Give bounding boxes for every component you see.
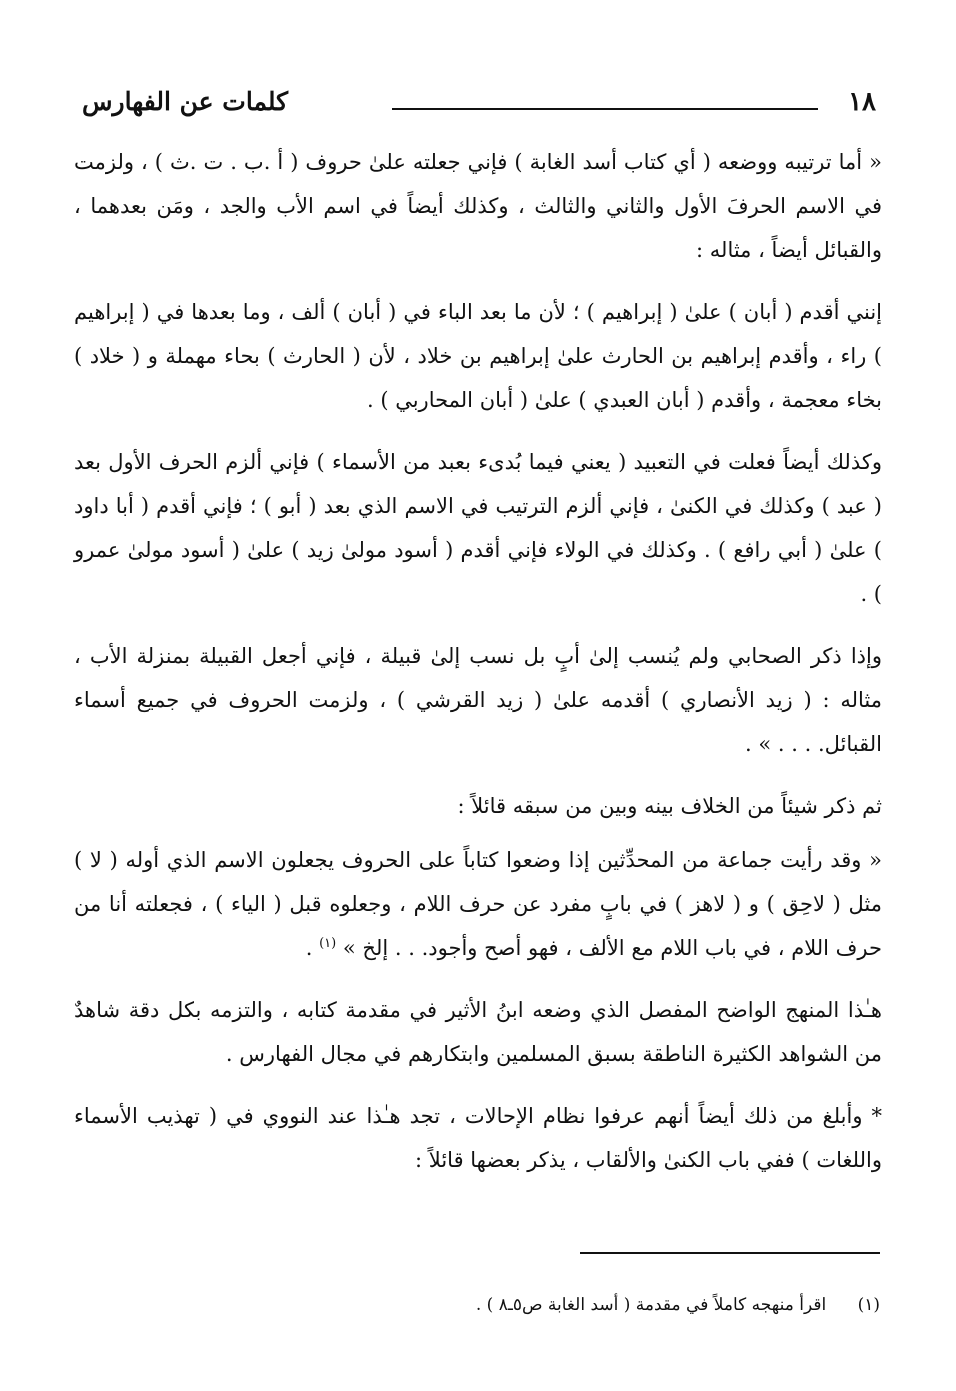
paragraph-7: هـٰذا المنهج الواضح المفصل الذي وضعه ابنُ الأثير في مقدمة كتابه ، والتزمه بكل دقة شاهدٌ من الشواهد الكثيرة الناطقة بسبق المسلمين وابتكارهم في مجال الفهارس . bbox=[74, 998, 882, 1066]
paragraph-6 bbox=[74, 838, 882, 970]
paragraph-2: إنني أقدم ( أبان ) علىٰ ( إبراهيم ) ؛ لأن ما بعد الباء في ( أبان ) ألف ، وما بعدها في ( إبراهيم ) راء ، وأقدم إبراهيم بن الحارث علىٰ إبراهيم بن خلاد ، لأن ( الحارث ) بحاء مهملة و ( خلاد ) بخاء معجمة ، وأقدم ( أبان العبدي ) علىٰ ( أبان المحاربي ) . bbox=[74, 300, 882, 412]
footnote-reference: (١) bbox=[319, 936, 337, 951]
footnote-rule bbox=[580, 1252, 880, 1254]
paragraph-6-text: « وقد رأيت جماعة من المحدِّثين إذا وضعوا كتاباً على الحروف يجعلون الاسم الذي أوله ( لا ) مثل ( لاحِق ) و ( لاهز ) في بابٍ مفرد عن حرف اللام ، وجعلوه قبل ( الياء ) ، فجعلته أنا من حرف اللام ، في باب اللام مع الألف ، فهو أصح وأجود. . . إلخ » bbox=[74, 848, 882, 960]
footnote-number: (١) bbox=[857, 1295, 880, 1315]
paragraph-6-end: . bbox=[305, 936, 320, 960]
footnote bbox=[80, 1290, 880, 1320]
paragraph-3: وكذلك أيضاً فعلت في التعبيد ( يعني فيما بُدىء بعبد من الأسماء ) فإني ألزم الحرف الأول بعد ( عبد ) وكذلك في الكنىٰ ، فإني ألزم الترتيب في الاسم الذي بعد ( أبو ) ؛ فإني أقدم ( أبا داود ) علىٰ ( أبي رافع ) . وكذلك في الولاء فإني أقدم ( أسود مولىٰ زيد ) علىٰ ( أسود مولىٰ عمرو ) . bbox=[74, 450, 882, 606]
footnote-text: اقرأ منهجه كاملاً في مقدمة ( أسد الغابة ص٥ـ٨ ) . bbox=[475, 1295, 827, 1315]
paragraph-5: ثم ذكر شيئاً من الخلاف بينه وبين من سبقه قائلاً : bbox=[457, 794, 882, 818]
running-title: كلمات عن الفهارس bbox=[82, 87, 289, 116]
page-header bbox=[82, 82, 880, 122]
paragraph-1: « أما ترتيبه ووضعه ( أي كتاب أسد الغابة ) فإني جعلته علىٰ حروف ( أ .ب . ت .ث ) ، ولزمت في الاسم الحرفَ الأول والثاني والثالث ، وكذلك أيضاً في اسم الأب والجد ، ومَن بعدهما ، والقبائل أيضاً ، مثاله : bbox=[74, 150, 882, 262]
page-number: ١٨ bbox=[848, 87, 876, 117]
header-rule bbox=[392, 108, 818, 110]
main-text bbox=[74, 140, 882, 1200]
paragraph-4: وإذا ذكر الصحابي ولم يُنسب إلىٰ أبٍ بل نسب إلىٰ قبيلة ، فإني أجعل القبيلة بمنزلة الأب ، مثاله : ( زيد الأنصاري ) أقدمه علىٰ ( زيد القرشي ) ، ولزمت الحروف في جميع أسماء القبائل. . . . » . bbox=[74, 644, 882, 756]
paragraph-8: * وأبلغ من ذلك أيضاً أنهم عرفوا نظام الإحالات ، تجد هـٰذا عند النووي في ( تهذيب الأسماء واللغات ) ففي باب الكنىٰ والألقاب ، يذكر بعضها قائلاً : bbox=[74, 1104, 882, 1172]
